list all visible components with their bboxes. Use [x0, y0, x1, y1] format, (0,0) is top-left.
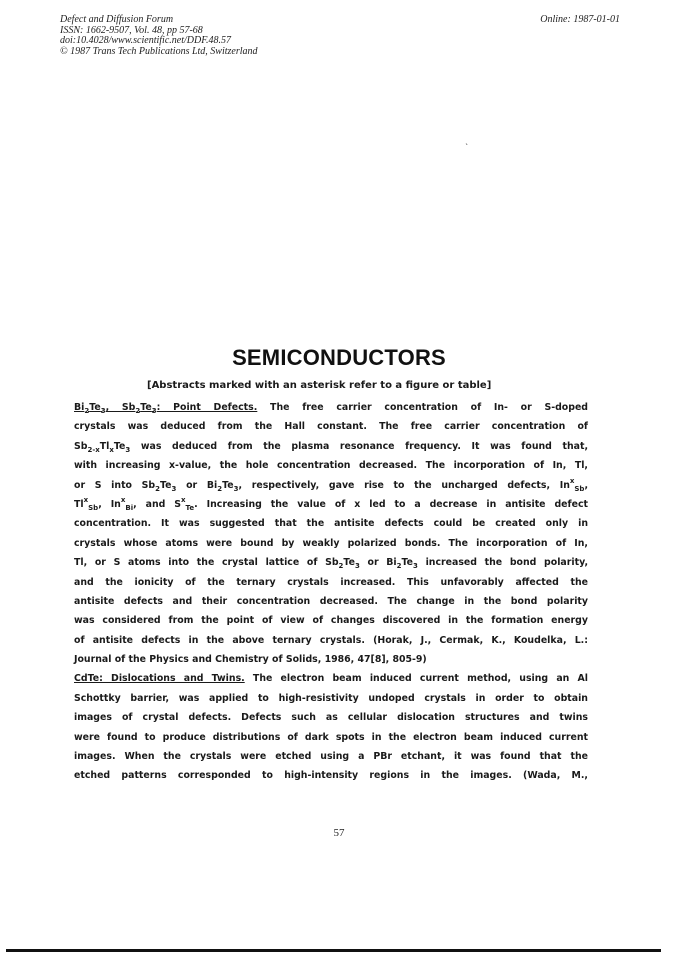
abstract-1-line-3: $Sb_{2-x}Tl_xTe_3$ was deduced from the plasma resonance frequency. It was found that,	[74, 440, 589, 454]
abstract-2-line-3: images of crystal defects. Defects such as cellular dislocation structures and twins	[74, 712, 588, 724]
abstract-1-line-5: or S into $Sb_2Te_3$ or $Bi_2Te_3$, respectively, gave rise to the uncharged defects, $In^x_{Sb}$,	[74, 476, 589, 493]
asterisk-note: [Abstracts marked with an asterisk refer to a figure or table]	[147, 380, 492, 391]
abstract-1-line-1: $Bi_2Te_3$, $Sb_2Te_3$: Point Defects. The free carrier concentration of In- or S-doped	[74, 402, 589, 415]
section-title: SEMICONDUCTORS	[232, 345, 446, 370]
abstract-1-line-7: concentration. It was suggested that the antisite defects could be created only in	[74, 518, 588, 530]
abstract-1-line-12: was considered from the point of view of changes discovered in the formation energy	[74, 615, 588, 627]
abstract-1-line-6: $Tl^x_{Sb}$, $In^x_{Bi}$, and $S^x_{Te}$. Increasing the value of x led to a decrease in antisite defect	[74, 495, 589, 512]
abstract-2-line-6: etched patterns corresponded to high-intensity regions in the images. (Wada, M.,	[74, 770, 588, 782]
abstract-1-heading: $Bi_2Te_3$, $Sb_2Te_3$: Point Defects.	[74, 402, 258, 415]
journal-name: Defect and Diffusion Forum	[60, 14, 174, 25]
doi-line[interactable]: doi:10.4028/www.scientific.net/DDF.48.57	[60, 35, 232, 46]
abstracts-body	[74, 398, 588, 786]
abstract-1-line-4: with increasing x-value, the hole concentration decreased. The incorporation of In, Tl,	[74, 460, 588, 472]
online-date: Online: 1987-01-01	[540, 14, 620, 25]
issn-line: ISSN: 1662-9507, Vol. 48, pp 57-68	[60, 24, 203, 36]
copyright-line: © 1987 Trans Tech Publications Ltd, Switzerland	[60, 45, 258, 57]
abstract-1-line-9: Tl, or S atoms into the crystal lattice of $Sb_2Te_3$ or $Bi_2Te_3$ increased the bond polarity,	[74, 557, 589, 571]
page-number: 57	[333, 827, 345, 839]
abstract-1-line-14: Journal of the Physics and Chemistry of Solids, 1986, 47[8], 805-9)	[74, 654, 427, 666]
abstract-1-line-8: crystals whose atoms were bound by weakly polarized bonds. The incorporation of In,	[74, 537, 588, 549]
bottom-rule	[6, 949, 661, 952]
abstract-2-heading: CdTe: Dislocations and Twins.	[74, 673, 245, 685]
scan-speck: `	[465, 143, 469, 152]
journal-header	[60, 15, 258, 57]
abstract-2-line-5: images. When the crystals were etched using a PBr etchant, it was found that the	[74, 751, 588, 763]
abstract-1-line-10: and the ionicity of the ternary crystals increased. This unfavorably affected the	[74, 576, 588, 588]
abstract-2-line-4: were found to produce distributions of dark spots in the electron beam induced current	[74, 731, 588, 743]
abstract-1-line-2: crystals was deduced from the Hall constant. The free carrier concentration of	[74, 421, 588, 433]
abstract-2-line-1: CdTe: Dislocations and Twins. The electron beam induced current method, using an Al	[74, 673, 589, 685]
abstract-1-line-13: of antisite defects in the above ternary crystals. (Horak, J., Cermak, K., Koudelka, L.:	[74, 634, 588, 646]
abstract-1-line-11: antisite defects and their concentration decreased. The change in the bond polarity	[74, 595, 588, 607]
abstract-2-line-2: Schottky barrier, was applied to high-resistivity undoped crystals in order to obtain	[74, 692, 588, 704]
